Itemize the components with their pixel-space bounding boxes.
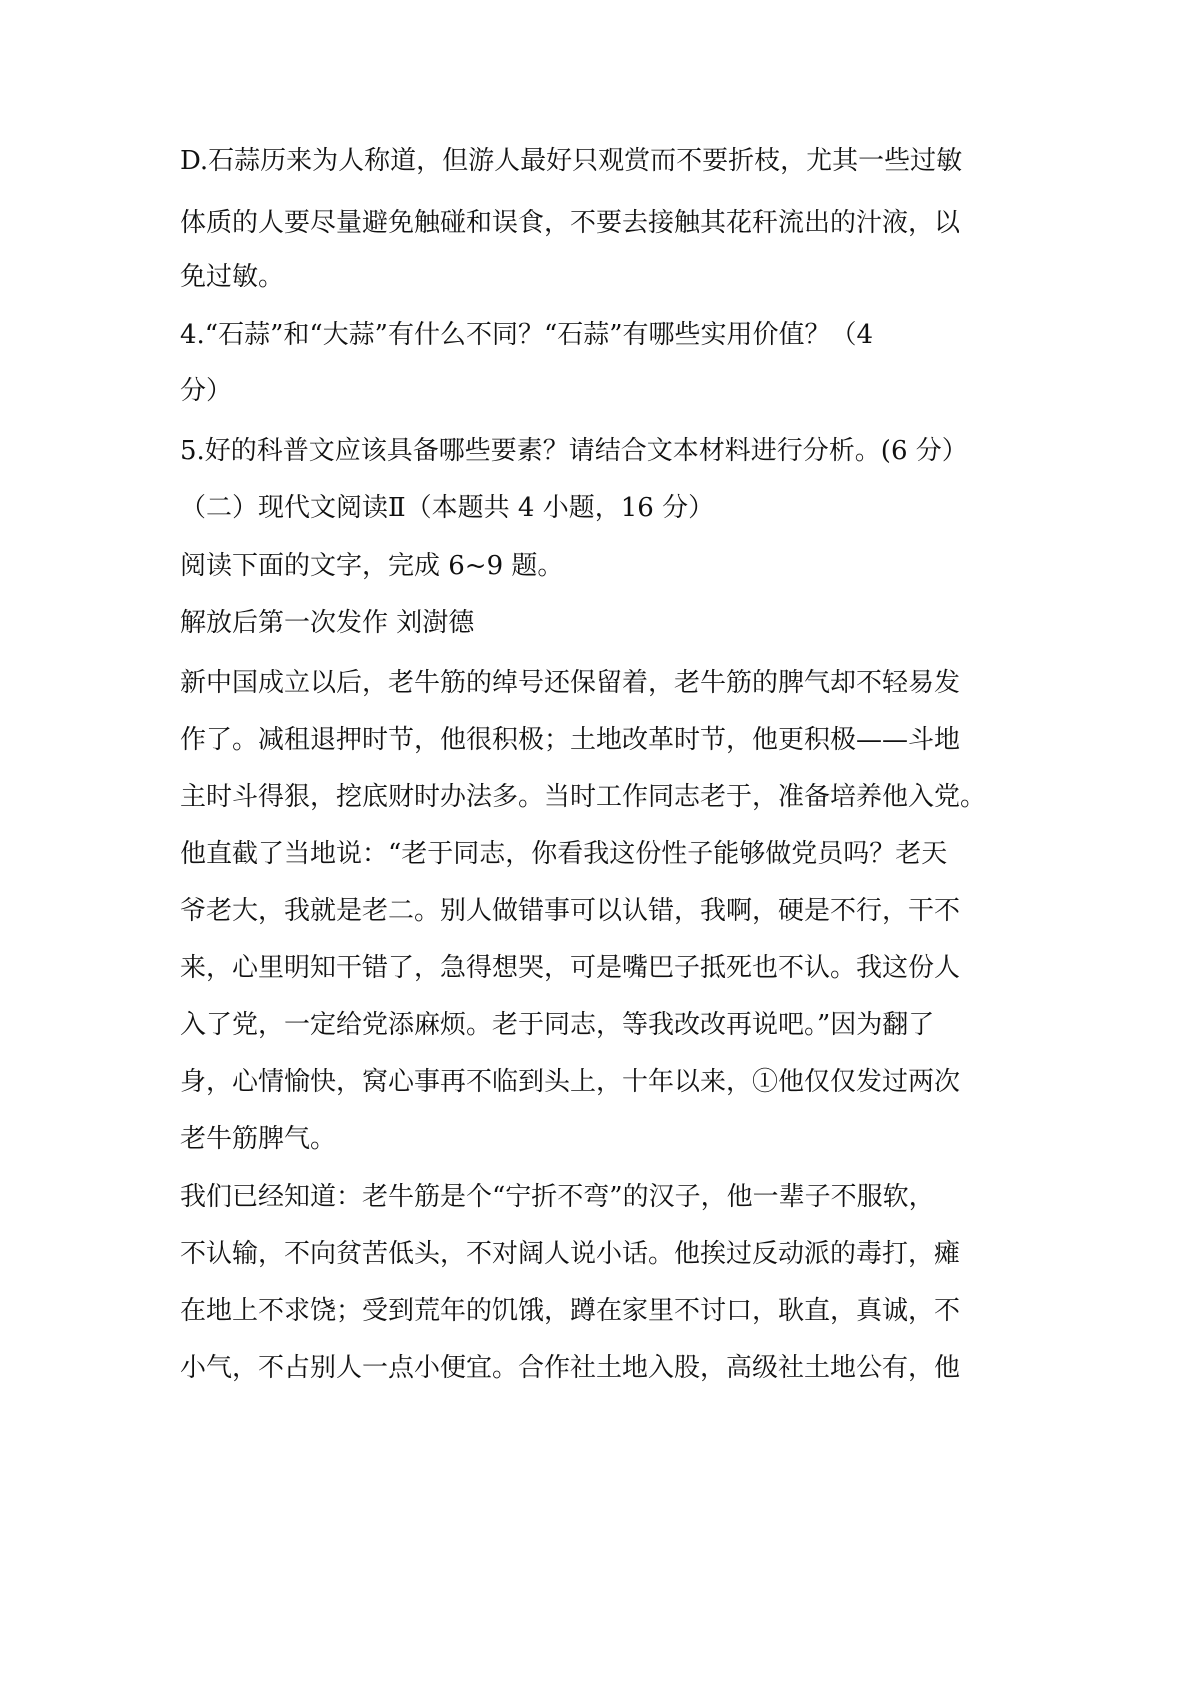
question-4-line-1: 4.“石蒜”和“大蒜”有什么不同？“石蒜”有哪些实用价值？（4 <box>180 320 874 350</box>
option-d-line-1: D.石蒜历来为人称道，但游人最好只观赏而不要折枝，尤其一些过敏 <box>180 146 963 176</box>
option-d-line-3: 免过敏。 <box>180 262 285 292</box>
story-title-author: 解放后第一次发作 刘澍德 <box>180 608 475 638</box>
question-4-line-2: 分） <box>180 376 233 406</box>
paragraph-1-line-2: 作了。减租退押时节，他很积极；土地改革时节，他更积极——斗地 <box>180 725 961 755</box>
paragraph-2-line-3: 在地上不求饶；受到荒年的饥饿，蹲在家里不讨口，耿直，真诚，不 <box>180 1296 961 1326</box>
paragraph-1-line-8: 身，心情愉快，窝心事再不临到头上，十年以来，①他仅仅发过两次 <box>180 1067 961 1097</box>
paragraph-2-line-4: 小气，不占别人一点小便宜。合作社土地入股，高级社土地公有，他 <box>180 1353 961 1383</box>
paragraph-2-line-1: 我们已经知道：老牛筋是个“宁折不弯”的汉子，他一辈子不服软， <box>180 1182 935 1212</box>
paragraph-1-line-6: 来，心里明知干错了，急得想哭，可是嘴巴子抵死也不认。我这份人 <box>180 953 961 983</box>
paragraph-1-line-3: 主时斗得狠，挖底财时办法多。当时工作同志老于，准备培养他入党。 <box>180 782 987 812</box>
option-d-line-2: 体质的人要尽量避免触碰和误食，不要去接触其花秆流出的汁液，以 <box>180 208 961 238</box>
paragraph-1-line-7: 入了党，一定给党添麻烦。老于同志，等我改改再说吧。”因为翻了 <box>180 1010 935 1040</box>
reading-instruction: 阅读下面的文字，完成 6~9 题。 <box>180 551 564 581</box>
paragraph-1-line-4: 他直截了当地说：“老于同志，你看我这份性子能够做党员吗？老天 <box>180 839 948 869</box>
paragraph-2-line-2: 不认输，不向贫苦低头，不对阔人说小话。他挨过反动派的毒打，瘫 <box>180 1239 961 1269</box>
question-5: 5.好的科普文应该具备哪些要素？请结合文本材料进行分析。(6 分） <box>180 436 968 466</box>
paragraph-1-line-9: 老牛筋脾气。 <box>180 1124 337 1154</box>
paragraph-1-line-1: 新中国成立以后，老牛筋的绰号还保留着，老牛筋的脾气却不轻易发 <box>180 668 961 698</box>
paragraph-1-line-5: 爷老大，我就是老二。别人做错事可以认错，我啊，硬是不行，干不 <box>180 896 961 926</box>
section-heading: （二）现代文阅读Ⅱ（本题共 4 小题，16 分） <box>180 493 715 523</box>
